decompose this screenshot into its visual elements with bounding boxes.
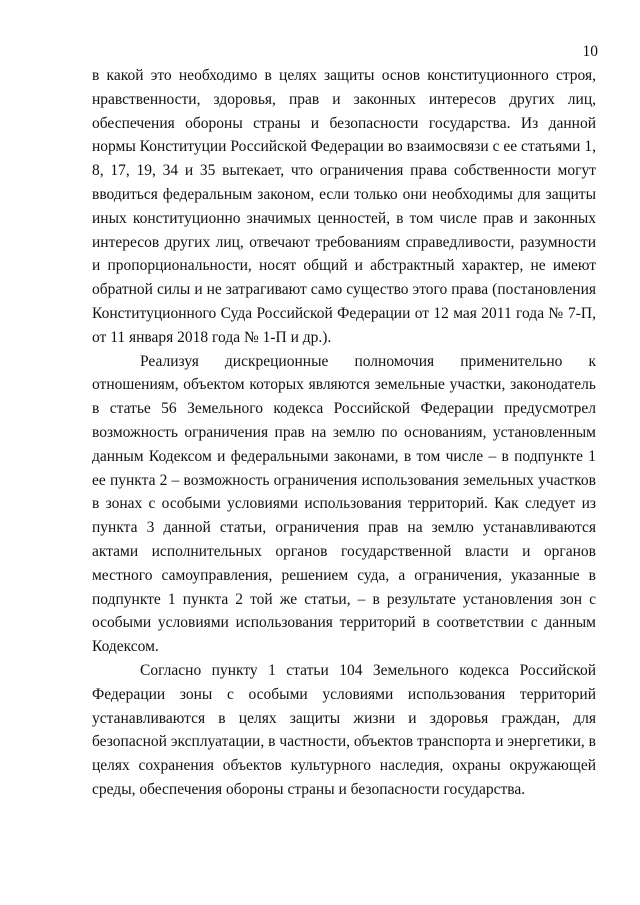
document-body bbox=[92, 64, 596, 802]
paragraph-continued: в какой это необходимо в целях защиты основ конституционного строя, нравственности, здоровья, прав и законных интересов других лиц, обеспечения обороны страны и безопасности государства. Из данной нормы Конституции Российской Федерации во взаимосвязи с ее статьями 1, 8, 17, 19, 34 и 35 вытекает, что ограничения права собственности могут вводиться федеральным законом, если только они необходимы для защиты иных конституционно значимых ценностей, в том числе прав и законных интересов других лиц, отвечают требованиям справедливости, разумности и пропорциональности, носят общий и абстрактный характер, не имеют обратной силы и не затрагивают само существо этого права (постановления Конституционного Суда Российской Федерации от 12 мая 2011 года № 7-П, от 11 января 2018 года № 1-П и др.). bbox=[92, 67, 596, 346]
paragraph: Реализуя дискреционные полномочия применительно к отношениям, объектом которых являются земельные участки, законодатель в статье 56 Земельного кодекса Российской Федерации предусмотрел возможность ограничения прав на землю по основаниям, установленным данным Кодексом и федеральными законами, в том числе – в подпункте 1 ее пункта 2 – возможность ограничения использования земельных участков в зонах с особыми условиями использования территорий. Как следует из пункта 3 данной статьи, ограничения прав на землю устанавливаются актами исполнительных органов государственной власти и органов местного самоуправления, решением суда, а ограничения, указанные в подпункте 1 пункта 2 той же статьи, – в результате установления зон с особыми условиями использования территорий в соответствии с данным Кодексом. bbox=[92, 352, 596, 656]
paragraph: Согласно пункту 1 статьи 104 Земельного кодекса Российской Федерации зоны с особыми условиями использования территорий устанавливаются в целях защиты жизни и здоровья граждан, для безопасной эксплуатации, в частности, объектов транспорта и энергетики, в целях сохранения объектов культурного наследия, охраны окружающей среды, обеспечения обороны страны и безопасности государства. bbox=[92, 661, 596, 798]
page-number: 10 bbox=[582, 43, 598, 60]
